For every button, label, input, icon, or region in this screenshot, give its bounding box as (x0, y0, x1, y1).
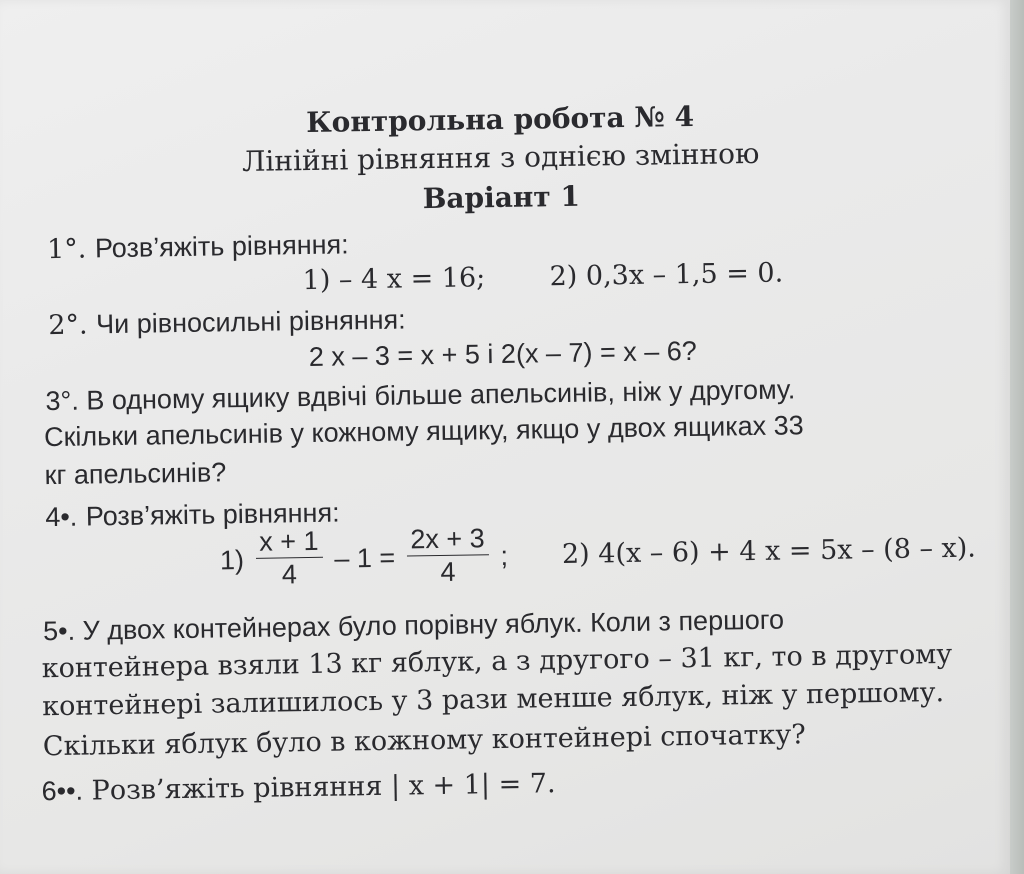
task-3-text-1: В одному ящику вдвічі більше апельсинів, ніж у другому. (86, 374, 796, 416)
variant-heading: Варіант 1 (422, 179, 581, 216)
task-4-equation-1 (219, 523, 509, 592)
task-4-prompt: Розв’яжіть рівняння: (85, 497, 340, 532)
task-3-line-3: кг апельсинів? (44, 457, 227, 491)
task-6 (41, 767, 555, 808)
task-4-eq1-end: ; (500, 540, 509, 572)
task-6-text: Розв’яжіть рівняння | x + 1| = 7. (91, 768, 556, 807)
fraction-1 (255, 527, 323, 589)
task-2-equations: 2 x – 3 = x + 5 і 2(x – 7) = x – 6? (308, 335, 697, 372)
fraction-1-denominator: 4 (281, 559, 298, 590)
task-1-number: 1°. (46, 233, 87, 266)
task-5-line-1 (43, 604, 784, 648)
task-2 (48, 303, 406, 342)
task-5-text-1: У двох контейнерах було порівну яблук. Коли з першого (82, 604, 785, 646)
task-6-number: 6••. (41, 775, 84, 807)
fraction-2-numerator: 2x + 3 (406, 524, 489, 556)
task-2-number: 2°. (48, 309, 88, 342)
task-4-eq1-middle: – 1 = (334, 542, 396, 574)
task-3-number: 3°. (45, 385, 80, 417)
task-5-line-4: Скільки яблук було в кожному контейнері спочатку? (42, 719, 806, 763)
task-3-line-2: Скільки апельсинів у кожному ящику, якщо у двох ящиках 33 (43, 410, 804, 453)
fraction-2-denominator: 4 (440, 556, 456, 587)
fraction-1-numerator: x + 1 (255, 527, 323, 559)
task-1 (47, 228, 349, 266)
task-5-number: 5•. (42, 615, 76, 647)
task-4-number: 4•. (45, 501, 78, 533)
task-1-equation-2: 2) 0,3x – 1,5 = 0. (549, 257, 784, 293)
fraction-2 (406, 524, 489, 586)
task-4-equation-2: 2) 4(x – 6) + 4 x = 5x – (8 – x). (561, 532, 977, 571)
task-1-prompt: Розв’яжіть рівняння: (94, 229, 349, 264)
task-5-line-2: контейнера взяли 13 кг яблук, а з другого – 31 кг, то в другому (41, 638, 953, 685)
worksheet-title: Контрольна робота № 4 (305, 99, 695, 140)
task-4-eq1-label: 1) (219, 545, 245, 576)
task-2-prompt: Чи рівносильні рівняння: (95, 304, 406, 340)
worksheet-subtitle: Лінійні рівняння з однією змінною (241, 136, 760, 179)
task-5-line-3: контейнері залишилось у 3 рази менше яблук, ніж у першому. (42, 677, 945, 723)
task-1-equation-1: 1) – 4 x = 16; (302, 262, 486, 297)
